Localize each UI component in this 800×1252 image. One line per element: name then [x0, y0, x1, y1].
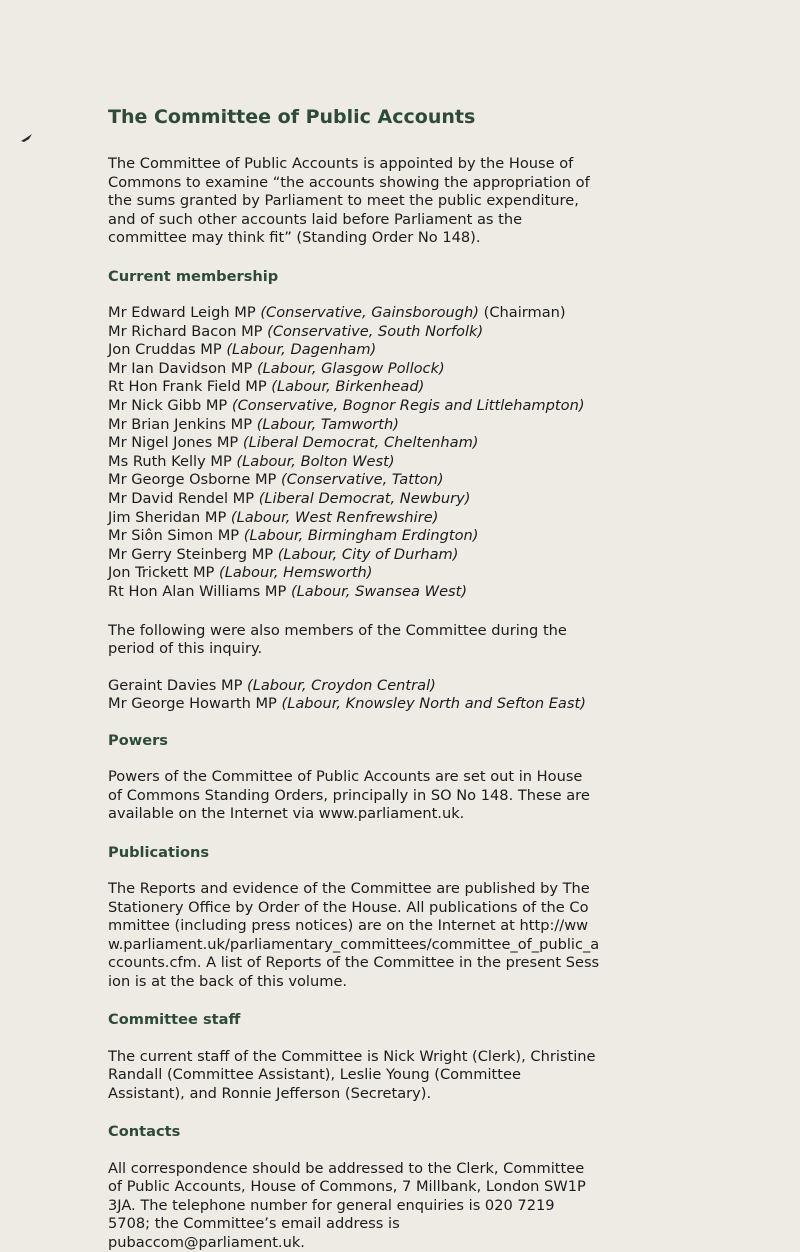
member-name: Mr Siôn Simon MP — [108, 527, 240, 545]
powers-paragraph: Powers of the Committee of Public Accounts are set out in House of Commons Standing Orders, principally in SO No 148. These are available on the Internet via www.parliament.uk. — [108, 768, 590, 823]
member-name: Mr George Howarth MP — [108, 695, 277, 713]
member-name: Mr Gerry Steinberg MP — [108, 545, 274, 563]
member-item — [108, 509, 600, 528]
member-name: Mr Edward Leigh MP — [108, 304, 256, 321]
member-detail: (Labour, Knowsley North and Sefton East) — [281, 695, 586, 713]
member-item — [108, 677, 600, 696]
publications-paragraph: The Reports and evidence of the Committee are published by The Stationery Office by Order of the House. All publications of the Committee (including press notices) are on the Internet at http://www.parliament.uk/parliamentary_committees/committee_of_public_accounts.cfm. A list of Reports of the Committee in the present Session is at the back of this volume. — [108, 880, 600, 990]
contacts-heading: Contacts — [108, 1123, 181, 1141]
member-detail: (Labour, Birkenhead) — [271, 378, 425, 396]
member-name: Rt Hon Frank Field MP — [108, 378, 267, 396]
member-item — [108, 546, 600, 565]
member-detail: (Labour, Croydon Central) — [247, 676, 436, 694]
member-item — [108, 378, 600, 397]
member-item — [108, 564, 600, 583]
member-detail: (Labour, Tamworth) — [256, 415, 399, 433]
member-detail: (Labour, Birmingham Erdington) — [243, 527, 479, 545]
member-detail: (Labour, Hemsworth) — [219, 564, 373, 582]
member-detail: (Conservative, Tatton) — [281, 471, 444, 489]
member-name: Ms Ruth Kelly MP — [108, 452, 232, 470]
member-name: Mr Nigel Jones MP — [108, 434, 239, 452]
membership-heading: Current membership — [108, 267, 279, 285]
former-members-intro: The following were also members of the Committee during the period of this inquiry. — [108, 621, 567, 657]
member-name: Mr David Rendel MP — [108, 489, 255, 507]
contacts-paragraph: All correspondence should be addressed to the Clerk, Committee of Public Accounts, House of Commons, 7 Millbank, London SW1P 3JA. The telephone number for general enquiries is 020 7219 5708; the Committee’s email address is pubaccom@parliament.uk. — [108, 1159, 586, 1251]
member-name: Mr Richard Bacon MP — [108, 322, 263, 340]
member-item — [108, 360, 600, 379]
member-item — [108, 323, 600, 342]
member-detail: (Liberal Democrat, Newbury) — [258, 489, 471, 507]
staff-heading: Committee staff — [108, 1011, 241, 1029]
member-name: Mr Nick Gibb MP — [108, 396, 228, 414]
member-detail: (Labour, Glasgow Pollock) — [256, 359, 445, 377]
member-name: Jon Cruddas MP — [108, 341, 222, 359]
member-name: Mr Ian Davidson MP — [108, 359, 253, 377]
staff-paragraph: The current staff of the Committee is Nick Wright (Clerk), Christine Randall (Committee Assistant), Leslie Young (Committee Assistant), and Ronnie Jefferson (Secretary). — [108, 1047, 596, 1102]
member-list — [108, 304, 600, 602]
powers-heading: Powers — [108, 731, 168, 749]
member-role: (Chairman) — [478, 304, 566, 321]
publications-heading: Publications — [108, 843, 210, 861]
member-name: Geraint Davies MP — [108, 676, 243, 694]
member-detail: (Labour, Swansea West) — [290, 582, 468, 600]
intro-paragraph: The Committee of Public Accounts is appointed by the House of Commons to examine “the accounts showing the appropriation of the sums granted by Parliament to meet the public expenditure, and of such other accounts laid before Parliament as the committee may think fit” (Standing Order No 148). — [108, 155, 590, 246]
member-detail: (Conservative, South Norfolk) — [267, 322, 484, 340]
member-name: Rt Hon Alan Williams MP — [108, 582, 287, 600]
member-item — [108, 416, 600, 435]
member-item — [108, 527, 600, 546]
member-name: Jim Sheridan MP — [108, 508, 227, 526]
member-item — [108, 583, 600, 602]
member-detail: (Labour, West Renfrewshire) — [230, 508, 439, 526]
member-detail: (Labour, City of Durham) — [277, 545, 459, 563]
member-item — [108, 434, 600, 453]
member-item — [108, 490, 600, 509]
member-item — [108, 397, 600, 416]
member-detail: (Labour, Bolton West) — [236, 452, 395, 470]
member-name: Mr Brian Jenkins MP — [108, 415, 253, 433]
member-name: Mr George Osborne MP — [108, 471, 277, 489]
member-detail: (Conservative, Bognor Regis and Littlehampton) — [231, 396, 585, 414]
member-detail: (Conservative, Gainsborough) — [260, 304, 479, 321]
page-title: The Committee of Public Accounts — [108, 106, 476, 128]
member-item — [108, 341, 600, 360]
member-detail: (Labour, Dagenham) — [226, 341, 377, 359]
pen-mark-icon — [20, 133, 34, 143]
member-name: Jon Trickett MP — [108, 564, 215, 582]
member-item — [108, 695, 600, 714]
member-item — [108, 453, 600, 472]
member-detail: (Liberal Democrat, Cheltenham) — [242, 434, 479, 452]
member-item — [108, 471, 600, 490]
former-member-list — [108, 677, 600, 714]
member-item — [108, 304, 600, 323]
